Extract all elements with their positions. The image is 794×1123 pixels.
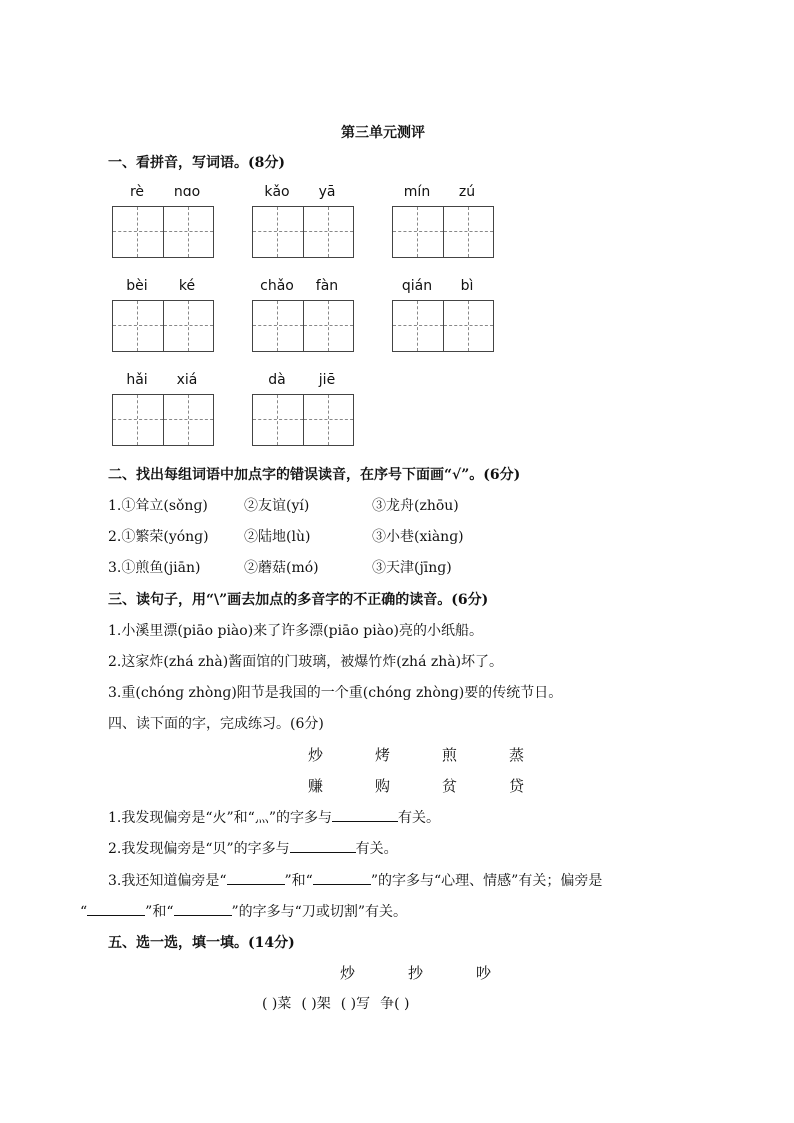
question-2-row-2 — [108, 526, 500, 546]
text: 1.我发现偏旁是“火”和“灬”的字多与 — [108, 810, 332, 826]
pinyin-word-3 — [392, 184, 494, 258]
text: 有关。 — [355, 841, 398, 857]
char-row-fire — [308, 744, 576, 765]
character: 购 — [375, 777, 391, 795]
section-5-title: 五、选一选，填一填。(14分) — [108, 935, 295, 951]
option[interactable]: ③小巷(xiànɡ) — [372, 529, 464, 545]
writing-cell[interactable] — [253, 395, 303, 445]
section-2-title: 二、找出每组词语中加点字的错误读音，在序号下面画“√”。(6分) — [108, 467, 521, 483]
section-1-title: 一、看拼音，写词语。(8分) — [108, 155, 285, 171]
sentence-1[interactable]: 1.小溪里漂(piāo piào)来了许多漂(piāo piào)亮的小纸船。 — [108, 623, 483, 639]
pinyin-word-7 — [112, 372, 214, 446]
sentence-3[interactable]: 3.重(chónɡ zhònɡ)阳节是我国的一个重(chónɡ zhònɡ)要的传统节日。 — [108, 685, 563, 701]
pinyin-word-1 — [112, 184, 214, 258]
text: 有关。 — [398, 810, 440, 826]
pinyin-word-5 — [252, 278, 354, 352]
character: 抄 — [408, 964, 424, 982]
option[interactable]: ②友谊(yí) — [244, 498, 310, 514]
pinyin-syllable: mín — [403, 184, 431, 200]
option[interactable]: ③天津(jīnɡ) — [372, 560, 452, 576]
pinyin-syllable: kǎo — [264, 184, 290, 200]
writing-cell[interactable] — [163, 301, 213, 351]
writing-cell[interactable] — [303, 207, 353, 257]
text: “ — [80, 904, 88, 920]
writing-grid[interactable] — [252, 300, 354, 352]
answer-blank[interactable] — [332, 809, 398, 822]
option[interactable]: 1.①耸立(sǒnɡ) — [108, 498, 208, 514]
question-2-row-1 — [108, 495, 500, 515]
text: 2.我发现偏旁是“贝”的字多与 — [108, 841, 290, 857]
pinyin-syllable: bèi — [126, 278, 148, 294]
pinyin-word-6 — [392, 278, 494, 352]
fill-item[interactable]: 争( ) — [380, 996, 410, 1012]
writing-cell[interactable] — [113, 207, 163, 257]
writing-grid[interactable] — [112, 206, 214, 258]
character: 炒 — [340, 964, 356, 982]
text: ”的字多与“刀或切割”有关。 — [231, 904, 407, 920]
writing-cell[interactable] — [443, 207, 493, 257]
pinyin-syllable: bì — [460, 278, 474, 294]
character: 吵 — [476, 964, 492, 982]
pinyin-word-4 — [112, 278, 214, 352]
character: 蒸 — [509, 746, 525, 764]
writing-cell[interactable] — [393, 207, 443, 257]
sentence-2[interactable]: 2.这家炸(zhá zhà)酱面馆的门玻璃，被爆竹炸(zhá zhà)坏了。 — [108, 654, 504, 670]
answer-blank[interactable] — [313, 872, 371, 885]
writing-grid[interactable] — [392, 300, 494, 352]
text: ”的字多与“心理、情感”有关；偏旁是 — [370, 873, 603, 889]
character: 赚 — [308, 777, 324, 795]
page-title: 第三单元测评 — [341, 125, 425, 141]
answer-blank[interactable] — [290, 840, 356, 853]
text: ”和“ — [145, 904, 174, 920]
exercise-4-1 — [108, 807, 440, 827]
choice-characters — [340, 962, 544, 983]
char-row-shell — [308, 775, 576, 796]
option[interactable]: ②陆地(lù) — [244, 529, 311, 545]
writing-grid[interactable] — [112, 394, 214, 446]
pinyin-syllable: xiá — [176, 372, 198, 388]
writing-cell[interactable] — [113, 395, 163, 445]
writing-cell[interactable] — [253, 207, 303, 257]
pinyin-word-2 — [252, 184, 354, 258]
character: 煎 — [442, 746, 458, 764]
writing-cell[interactable] — [443, 301, 493, 351]
option[interactable]: 3.①煎鱼(jiān) — [108, 560, 201, 576]
pinyin-syllable: ké — [178, 278, 196, 294]
character: 烤 — [375, 746, 391, 764]
writing-grid[interactable] — [112, 300, 214, 352]
pinyin-syllable: fàn — [315, 278, 339, 294]
writing-cell[interactable] — [163, 395, 213, 445]
section-3-title: 三、读句子，用“\”画去加点的多音字的不正确的读音。(6分) — [108, 592, 489, 608]
fill-item[interactable]: ( )菜 — [262, 996, 292, 1012]
writing-cell[interactable] — [393, 301, 443, 351]
answer-blank[interactable] — [87, 903, 145, 916]
writing-grid[interactable] — [252, 394, 354, 446]
exercise-4-3 — [108, 870, 602, 890]
section-4-title: 四、读下面的字，完成练习。(6分) — [108, 716, 324, 732]
pinyin-syllable: nɑo — [173, 184, 201, 200]
writing-grid[interactable] — [252, 206, 354, 258]
exercise-4-3-continued — [80, 901, 407, 921]
option[interactable]: ②蘑菇(mó) — [244, 560, 319, 576]
pinyin-syllable: chǎo — [260, 278, 294, 294]
pinyin-syllable: rè — [129, 184, 145, 200]
option[interactable]: 2.①繁荣(yónɡ) — [108, 529, 209, 545]
pinyin-syllable: zú — [458, 184, 476, 200]
answer-blank[interactable] — [174, 903, 232, 916]
character: 炒 — [308, 746, 324, 764]
pinyin-syllable: dà — [268, 372, 286, 388]
writing-cell[interactable] — [113, 301, 163, 351]
pinyin-syllable: jiē — [318, 372, 336, 388]
fill-in-row — [262, 993, 420, 1013]
writing-cell[interactable] — [303, 301, 353, 351]
writing-grid[interactable] — [392, 206, 494, 258]
pinyin-syllable: qián — [401, 278, 433, 294]
pinyin-syllable: yā — [318, 184, 336, 200]
text: ”和“ — [284, 873, 313, 889]
question-2-row-3 — [108, 557, 500, 577]
text: 3.我还知道偏旁是“ — [108, 873, 227, 889]
fill-item[interactable]: ( )写 — [340, 996, 371, 1012]
answer-blank[interactable] — [227, 872, 285, 885]
fill-item[interactable]: ( )架 — [301, 996, 331, 1012]
option[interactable]: ③龙舟(zhōu) — [372, 498, 459, 514]
writing-cell[interactable] — [303, 395, 353, 445]
character: 贫 — [442, 777, 458, 795]
writing-cell[interactable] — [163, 207, 213, 257]
exercise-4-2 — [108, 838, 398, 858]
character: 贷 — [509, 777, 525, 795]
writing-cell[interactable] — [253, 301, 303, 351]
pinyin-syllable: hǎi — [126, 372, 148, 388]
pinyin-word-8 — [252, 372, 354, 446]
